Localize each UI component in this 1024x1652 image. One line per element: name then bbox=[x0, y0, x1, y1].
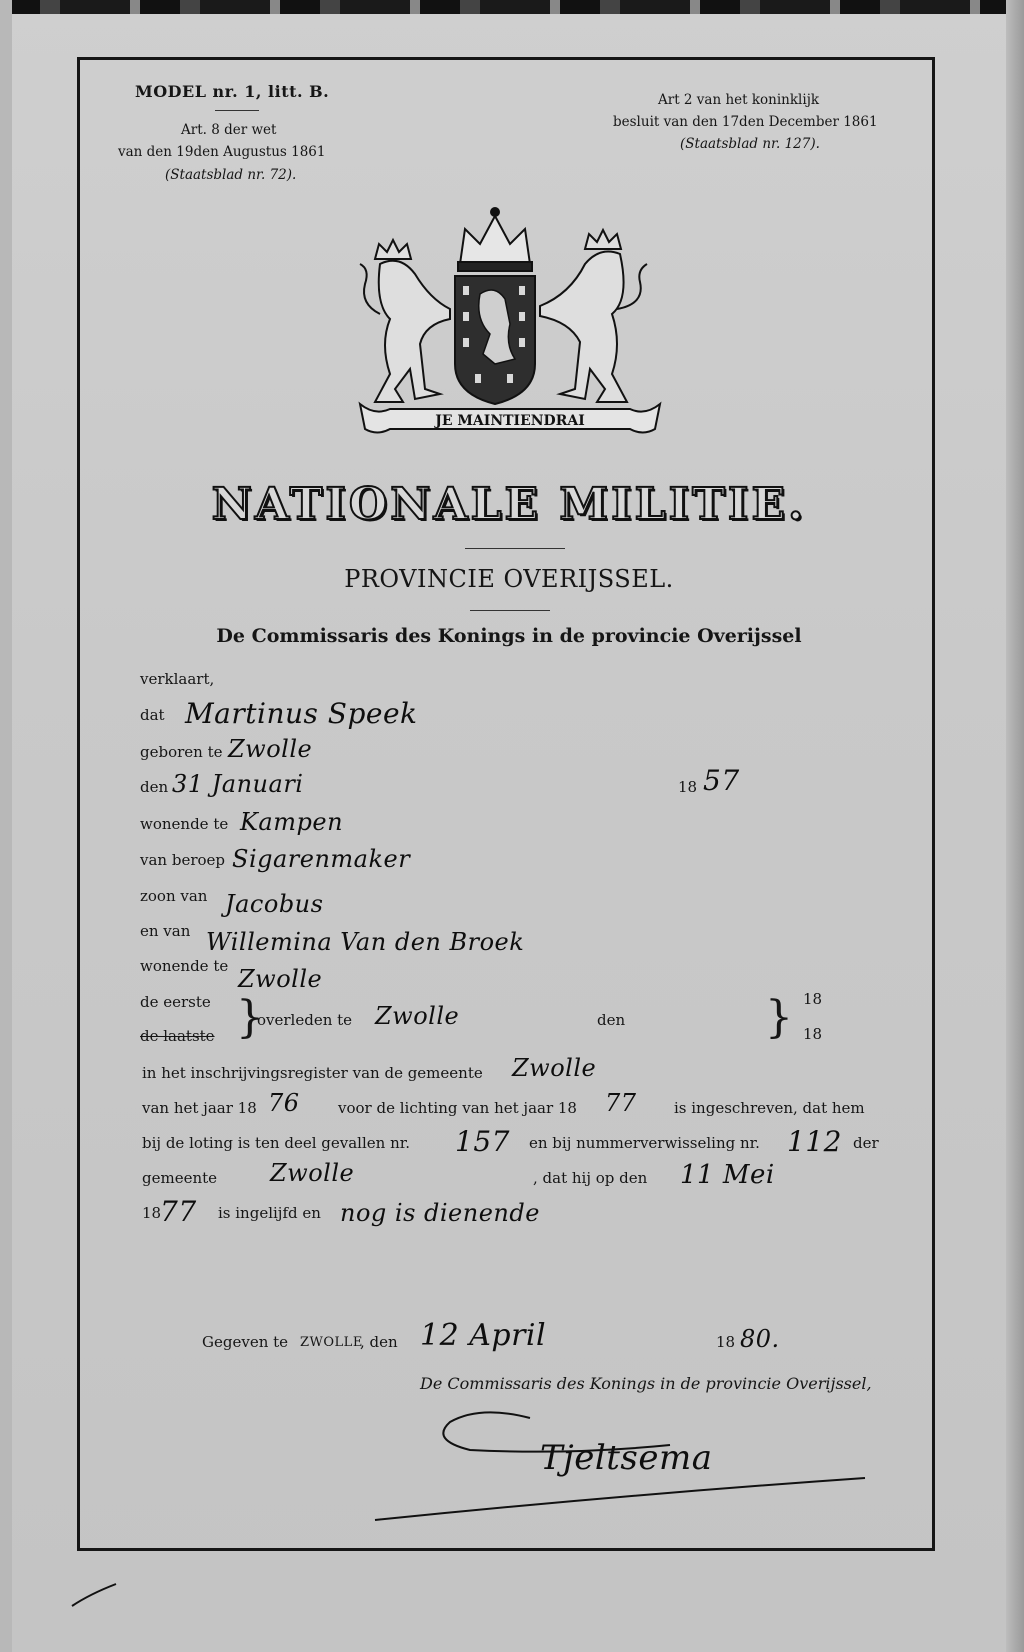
coat-of-arms-icon bbox=[355, 204, 665, 459]
label-enlist-year-prefix: 18 bbox=[142, 1204, 162, 1222]
document-title: NATIONALE MILITIE. bbox=[211, 479, 807, 530]
header-left-model: MODEL nr. 1, litt. B. bbox=[135, 82, 330, 101]
label-issue-year-prefix: 18 bbox=[716, 1333, 736, 1351]
value-name: Martinus Speek bbox=[185, 697, 418, 730]
label-birth-year-prefix: 18 bbox=[678, 778, 698, 796]
value-swap-number: 112 bbox=[787, 1125, 842, 1158]
label-verklaart: verklaart, bbox=[140, 670, 215, 688]
label-van-het-jaar: van het jaar 18 bbox=[142, 1099, 257, 1117]
label-city: ZWOLLE bbox=[300, 1335, 363, 1350]
label-dat: dat bbox=[140, 706, 165, 724]
signature-flourish bbox=[370, 1400, 870, 1530]
header-left-line3: (Staatsblad nr. 72). bbox=[165, 167, 297, 183]
value-enlist-date: 11 Mei bbox=[680, 1160, 775, 1190]
value-enlist-year: 77 bbox=[160, 1195, 197, 1228]
scan-left-edge bbox=[0, 0, 12, 1652]
label-nummerverwisseling: en bij nummerverwisseling nr. bbox=[529, 1134, 760, 1152]
label-den-death: den bbox=[597, 1011, 626, 1029]
value-death-place: Zwolle bbox=[375, 1002, 460, 1030]
value-lichting-year: 77 bbox=[605, 1089, 637, 1117]
scan-right-edge bbox=[1006, 0, 1024, 1652]
value-residence: Kampen bbox=[240, 808, 344, 836]
scan-mark bbox=[70, 1580, 120, 1610]
value-birth-year: 57 bbox=[703, 764, 740, 797]
label-dat-hij: , dat hij op den bbox=[533, 1169, 648, 1187]
value-birthdate: 31 Januari bbox=[172, 770, 304, 798]
label-loting: bij de loting is ten deel gevallen nr. bbox=[142, 1134, 411, 1152]
value-mother: Willemina Van den Broek bbox=[206, 928, 525, 956]
label-ingelijfd: is ingelijfd en bbox=[218, 1204, 321, 1222]
value-loting-number: 157 bbox=[455, 1125, 510, 1158]
label-lichting: voor de lichting van het jaar 18 bbox=[338, 1099, 577, 1117]
bracket-left: } bbox=[236, 992, 264, 1043]
label-den: den bbox=[140, 778, 169, 796]
label-der: der bbox=[853, 1134, 879, 1152]
label-de-eerste: de eerste bbox=[140, 993, 211, 1011]
header-left-line2: van den 19den Augustus 1861 bbox=[118, 144, 326, 160]
value-gemeente: Zwolle bbox=[270, 1159, 355, 1187]
header-left-line1: Art. 8 der wet bbox=[181, 122, 277, 138]
label-gegeven-te: Gegeven te bbox=[202, 1333, 289, 1351]
value-father: Jacobus bbox=[225, 890, 324, 918]
value-service-status: nog is dienende bbox=[340, 1199, 540, 1227]
signatory-line: De Commissaris des Konings in de provincie Overijssel, bbox=[420, 1374, 872, 1393]
label-wonende: wonende te bbox=[140, 815, 229, 833]
label-wonende-parents: wonende te bbox=[140, 957, 229, 975]
issuer-heading: De Commissaris des Konings in de provincie Overijssel bbox=[216, 625, 802, 647]
value-occupation: Sigarenmaker bbox=[232, 845, 411, 873]
value-register-municipality: Zwolle bbox=[512, 1054, 597, 1082]
header-right-line3: (Staatsblad nr. 127). bbox=[680, 136, 820, 152]
province-divider bbox=[470, 610, 550, 611]
value-parents-residence: Zwolle bbox=[238, 965, 323, 993]
label-overleden: overleden te bbox=[257, 1011, 353, 1029]
value-birthplace: Zwolle bbox=[228, 735, 313, 763]
header-left-divider bbox=[215, 110, 259, 111]
province-heading: PROVINCIE OVERIJSSEL. bbox=[344, 565, 674, 593]
title-divider bbox=[465, 548, 565, 549]
label-zoon-van: zoon van bbox=[140, 887, 208, 905]
label-footer-den: , den bbox=[360, 1333, 398, 1351]
label-year-18b: 18 bbox=[803, 1025, 823, 1043]
label-beroep: van beroep bbox=[140, 851, 226, 869]
label-ingeschreven: is ingeschreven, dat hem bbox=[674, 1099, 865, 1117]
label-de-laatste: de laatste bbox=[140, 1027, 215, 1045]
label-gemeente: gemeente bbox=[142, 1169, 218, 1187]
label-en-van: en van bbox=[140, 922, 191, 940]
label-year-18a: 18 bbox=[803, 990, 823, 1008]
label-geboren: geboren te bbox=[140, 743, 223, 761]
crest-motto: JE MAINTIENDRAI bbox=[435, 413, 585, 429]
value-issue-date: 12 April bbox=[420, 1318, 547, 1353]
header-right-line1: Art 2 van het koninklijk bbox=[658, 92, 820, 108]
signature: Tjeltsema bbox=[540, 1438, 713, 1478]
value-register-year: 76 bbox=[268, 1089, 300, 1117]
value-issue-year: 80. bbox=[740, 1325, 780, 1353]
bracket-right: } bbox=[765, 992, 793, 1043]
scan-top-edge bbox=[0, 0, 1024, 14]
label-inschrijving: in het inschrijvingsregister van de gemeente bbox=[142, 1064, 483, 1082]
header-right-line2: besluit van den 17den December 1861 bbox=[613, 114, 878, 130]
